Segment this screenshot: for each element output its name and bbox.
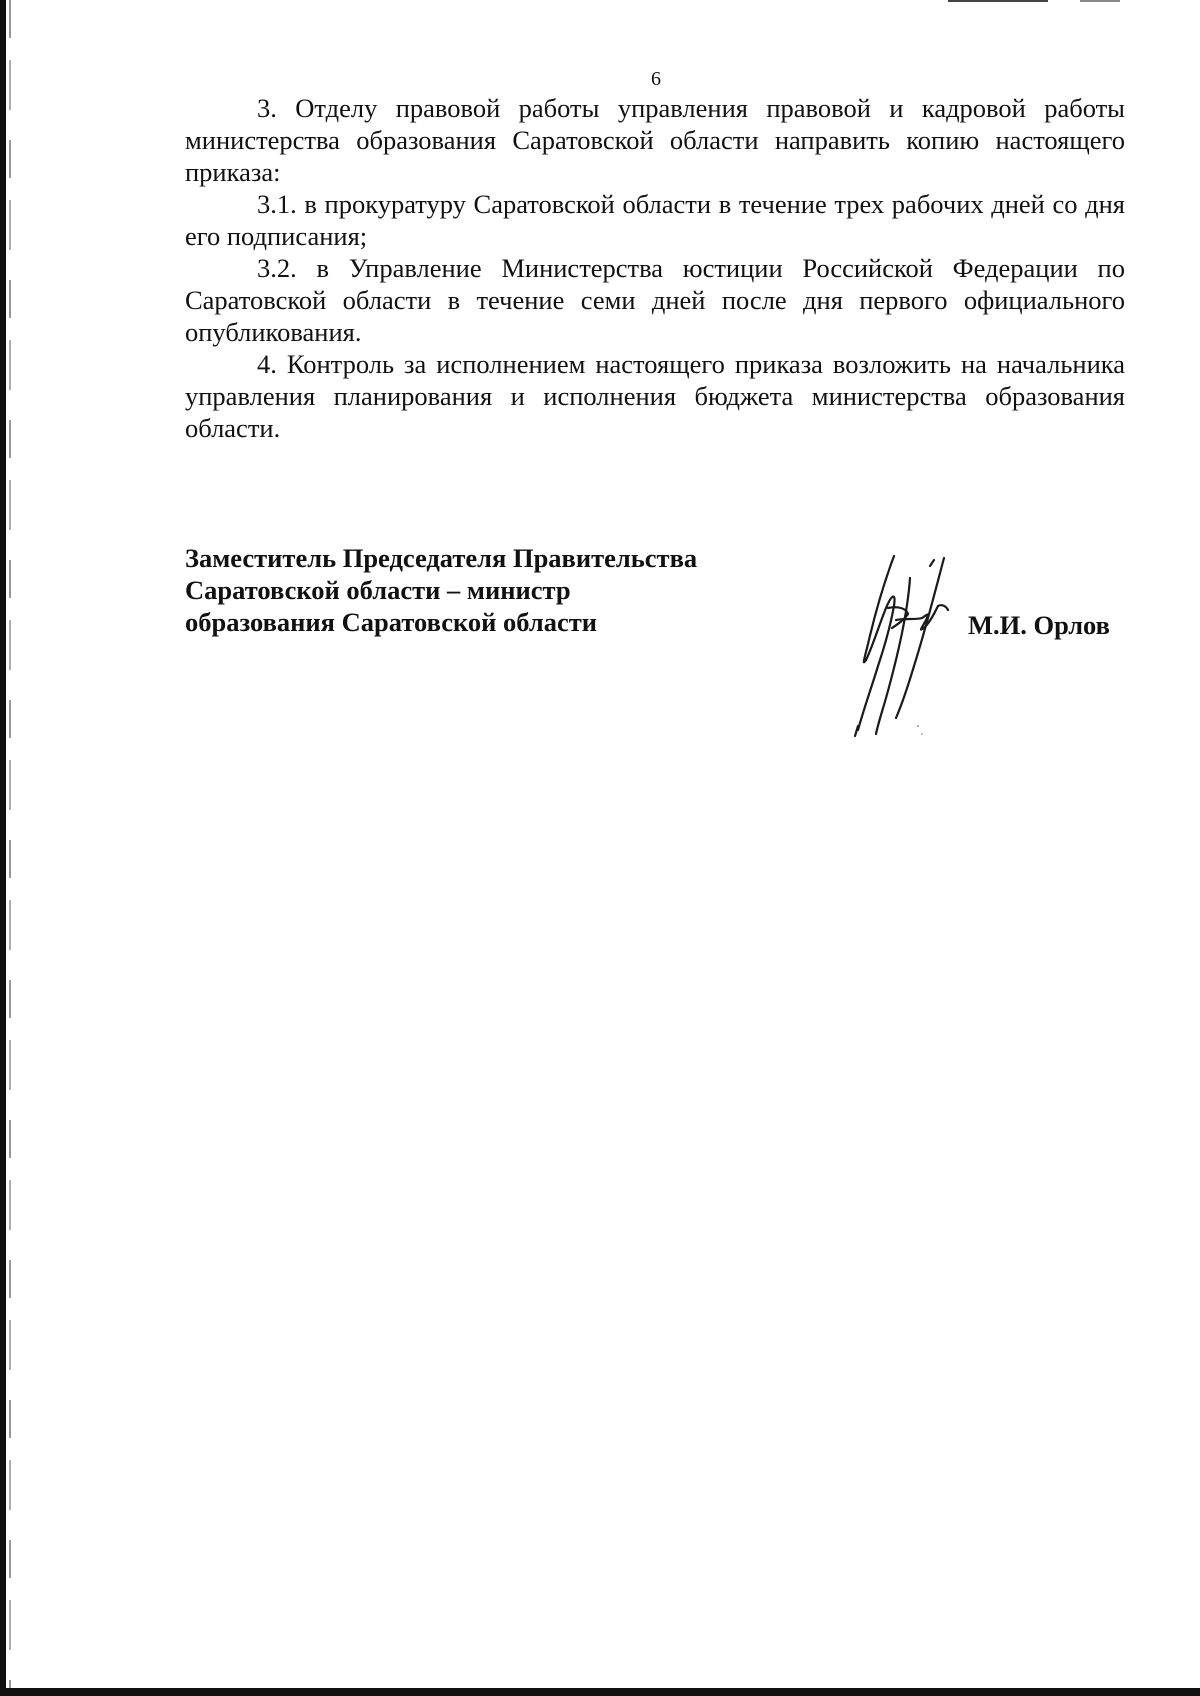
handwritten-signature [838,548,1008,738]
page-number: 6 [651,68,661,90]
scan-edge-bottom [0,1688,1200,1696]
signer-title-line-2: Саратовской области – министр [185,575,571,605]
scan-mark-top [948,0,1048,2]
scan-edge-left-streak [9,0,11,1696]
paragraph-4: 4. Контроль за исполнением настоящего приказа возложить на начальника управления планирования и исполнения бюджета министерства образования области. [185,349,1125,443]
scan-mark-top-right [1080,0,1120,2]
document-body [185,92,1125,444]
paragraph-3-2: 3.2. в Управление Министерства юстиции Российской Федерации по Саратовской области в течение семи дней после дня первого официального опубликования. [185,253,1125,347]
scan-edge-left [0,0,6,1696]
signer-name: М.И. Орлов [968,610,1110,640]
paragraph-3: 3. Отделу правовой работы управления правовой и кадровой работы министерства образования Саратовской области направить копию настоящего приказа: [185,93,1125,187]
paragraph-3-1: 3.1. в прокуратуру Саратовской области в течение трех рабочих дней со дня его подписания; [185,189,1125,251]
signer-title-line-1: Заместитель Председателя Правительства [185,543,698,573]
signer-title [185,542,697,638]
signer-title-line-3: образования Саратовской области [185,607,598,637]
